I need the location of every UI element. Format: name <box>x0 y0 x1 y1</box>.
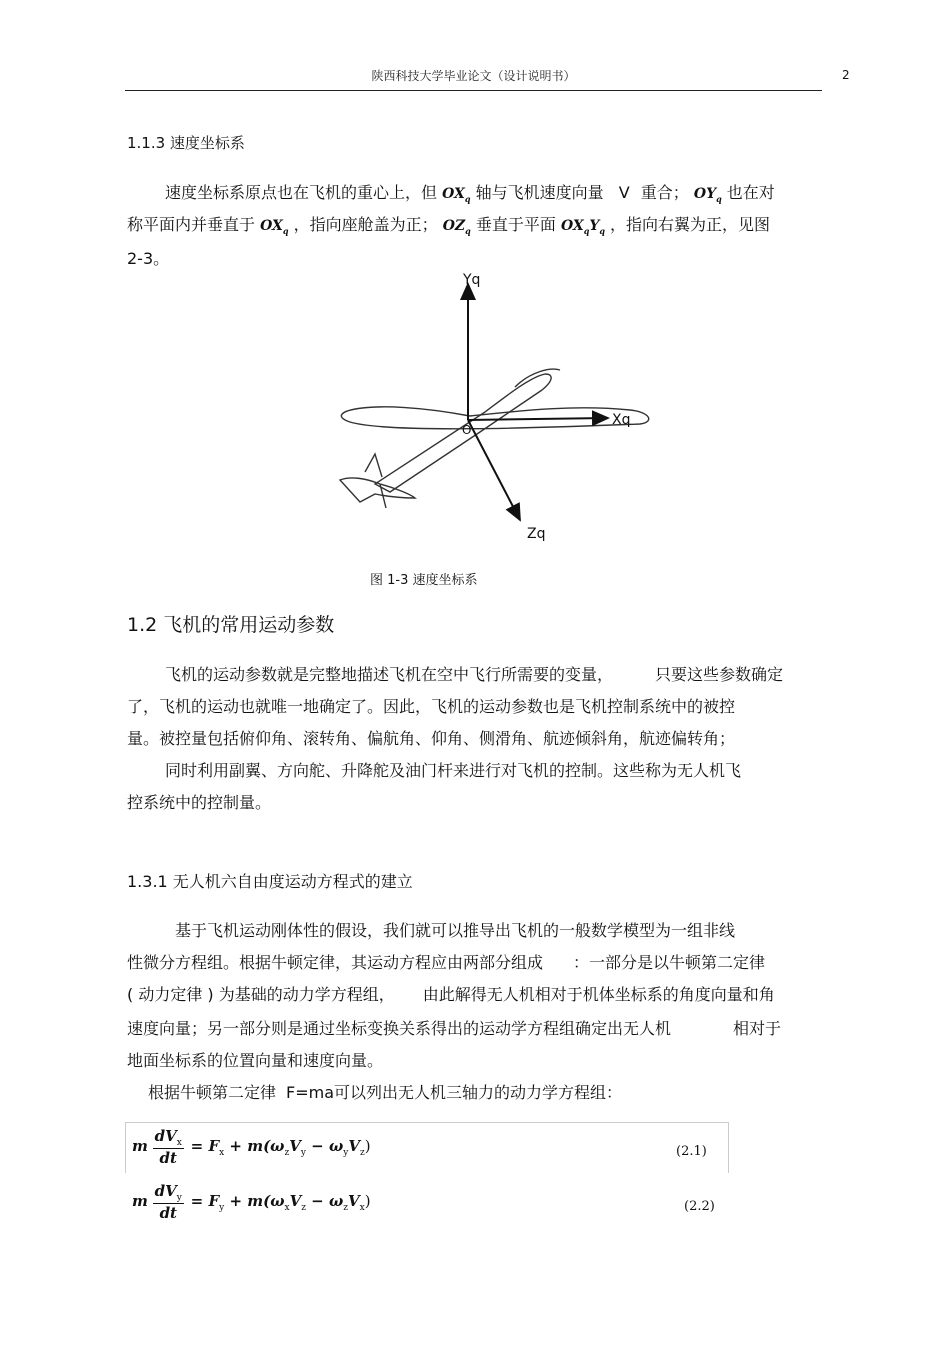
paragraph-line: 同时利用副翼、方向舵、升降舵及油门杆来进行对飞机的控制。这些称为无人机飞 <box>165 761 742 780</box>
math-symbol: $OX_q$ <box>260 218 289 236</box>
y-axis-label: Yq <box>463 272 481 288</box>
equation-number: (2.2) <box>684 1199 715 1214</box>
paragraph-line: 性微分方程组。根据牛顿定律，其运动方程应由两部分组成 ：一部分是以牛顿第二定律 <box>127 953 766 972</box>
paragraph-line: ( 动力定律 ) 为基础的动力学方程组， 由此解得无人机相对于机体坐标系的角度向量和角 <box>127 985 775 1004</box>
header-rule <box>125 90 822 91</box>
x-axis-label: Xq <box>612 412 631 428</box>
paragraph-line: 速度向量；另一部分则是通过坐标变换关系得出的运动学方程组确定出无人机 相对于 <box>127 1019 782 1038</box>
figure-caption: 图 1-3 速度坐标系 <box>370 573 478 588</box>
paragraph-line: 根据牛顿第二定律 F=ma可以列出无人机三轴力的动力学方程组： <box>148 1083 623 1102</box>
math-symbol: $OX_q$ <box>442 186 471 204</box>
paragraph-line: 地面坐标系的位置向量和速度向量。 <box>127 1051 384 1070</box>
paragraph-line: 控系统中的控制量。 <box>127 793 272 812</box>
math-symbol: $OY_q$ <box>693 186 722 204</box>
paragraph-line: 称平面内并垂直于 $OX_q$ ，指向座舱盖为正； $OZ_q$ 垂直于平面 $OX_qY_q$ ，指向右翼为正，见图 <box>127 215 771 236</box>
section-heading-1-3-1: 1.3.1 无人机六自由度运动方程式的建立 <box>127 872 413 891</box>
paragraph-line: 基于飞机运动刚体性的假设，我们就可以推导出飞机的一般数学模型为一组非线 <box>175 921 736 940</box>
airplane-icon <box>340 369 649 508</box>
equation-number: (2.1) <box>676 1144 707 1159</box>
z-axis-label: Zq <box>527 526 546 542</box>
paragraph-line: 2-3。 <box>127 249 170 268</box>
equation-2-1: m $\frac{dV_x}{dt}$ = $F_x + m(\omega_zV_y - \omega_yV_z)$ <box>132 1127 371 1167</box>
equation-2-2: m $\frac{dV_y}{dt}$ = $F_y + m(\omega_xV_z - \omega_zV_x)$ <box>132 1182 371 1222</box>
x-axis-arrow <box>468 418 608 420</box>
math-symbol: $OZ_q$ <box>442 218 471 236</box>
origin-label: O <box>462 423 472 437</box>
math-symbol: $OX_qY_q$ <box>560 218 605 236</box>
page-number: 2 <box>842 68 850 82</box>
paragraph-line: 了，飞机的运动也就唯一地确定了。因此，飞机的运动参数也是飞机控制系统中的被控 <box>127 697 736 716</box>
paragraph-line: 飞机的运动参数就是完整地描述飞机在空中飞行所需要的变量， 只要这些参数确定 <box>165 665 784 684</box>
paragraph-line: 速度坐标系原点也在飞机的重心上，但 $OX_q$ 轴与飞机速度向量 V 重合； $OY_q$ 也在对 <box>165 183 775 204</box>
z-axis-arrow <box>468 420 520 520</box>
section-heading-1-1-3: 1.1.3 速度坐标系 <box>127 134 245 152</box>
velocity-frame-figure <box>330 262 670 557</box>
running-header: 陕西科技大学毕业论文（设计说明书） <box>371 69 576 83</box>
section-heading-1-2: 1.2 飞机的常用运动参数 <box>127 614 335 636</box>
paragraph-line: 量。被控量包括俯仰角、滚转角、偏航角、仰角、侧滑角、航迹倾斜角，航迹偏转角； <box>127 729 736 748</box>
